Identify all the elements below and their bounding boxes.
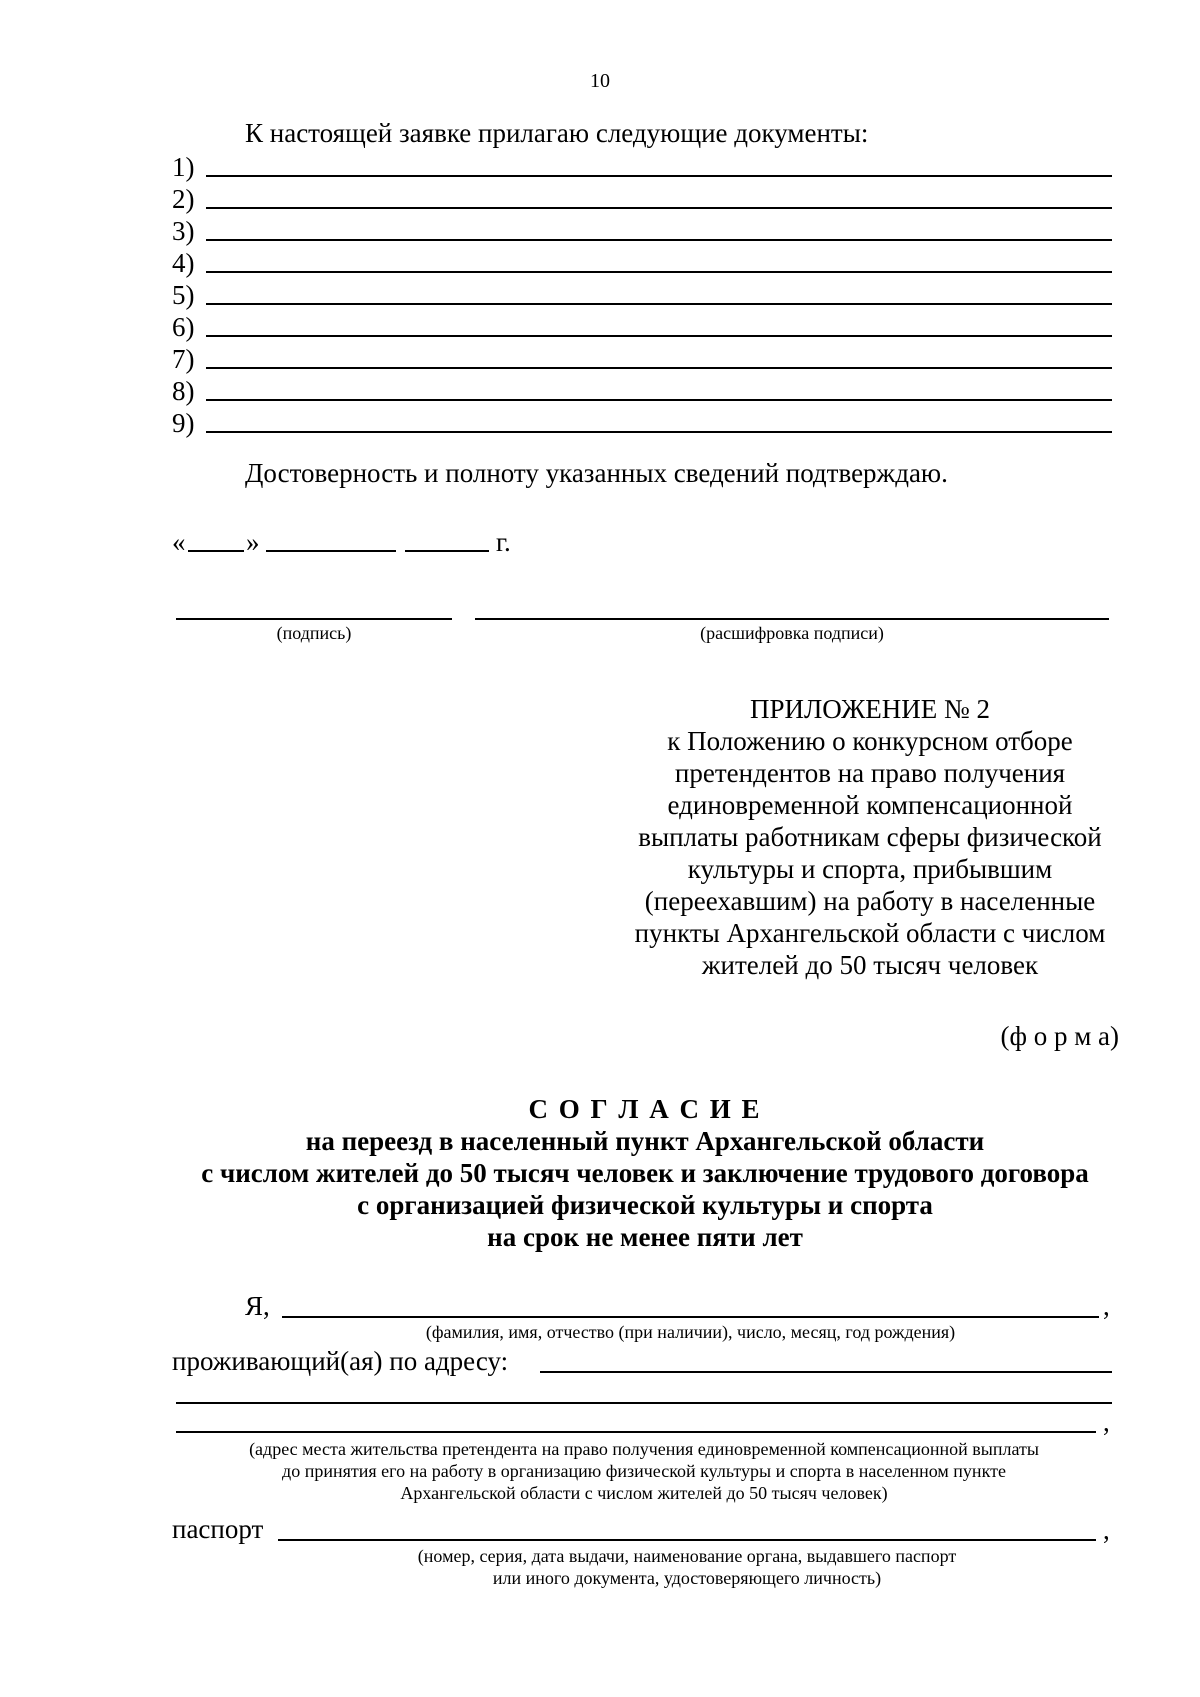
- attachment-item-9-label: 9): [172, 408, 195, 438]
- address-hint-line: Архангельской области с числом жителей до 50 тысяч человек): [400, 1483, 888, 1503]
- attachment-item-3-label: 3): [172, 216, 195, 246]
- form-label: (ф о р м а): [1000, 1021, 1119, 1051]
- passport-hint: [278, 1545, 1096, 1589]
- attachment-item-1-label: 1): [172, 152, 195, 182]
- attachment-item-4-label: 4): [172, 248, 195, 278]
- address-hint-line: (адрес места жительства претендента на право получения единовременной компенсационной выплаты: [249, 1439, 1039, 1459]
- attachment-item-4-field[interactable]: [206, 271, 1112, 273]
- appendix-line: (переехавшим) на работу в населенные: [644, 886, 1096, 916]
- address-field-2[interactable]: [176, 1402, 1112, 1404]
- signature-label: (подпись): [276, 623, 352, 643]
- address-hint-line: до принятия его на работу в организацию физической культуры и спорта в населенном пункте: [282, 1461, 1006, 1481]
- date-day-field[interactable]: [188, 550, 244, 552]
- appendix-line: к Положению о конкурсном отборе: [667, 726, 1073, 756]
- address-field-3[interactable]: [176, 1431, 1096, 1433]
- attachment-item-8-label: 8): [172, 376, 195, 406]
- attachment-item-5-label: 5): [172, 280, 195, 310]
- appendix-title: ПРИЛОЖЕНИЕ № 2: [749, 694, 991, 724]
- attachment-item-5-field[interactable]: [206, 303, 1112, 305]
- passport-hint-line: или иного документа, удостоверяющего личность): [492, 1568, 882, 1588]
- attachments-intro: К настоящей заявке прилагаю следующие документы:: [245, 118, 869, 148]
- consent-title: С О Г Л А С И Е: [528, 1094, 762, 1124]
- appendix-line: претендентов на право получения: [674, 758, 1066, 788]
- date-open-quote: «: [172, 527, 186, 557]
- passport-label: паспорт: [172, 1514, 264, 1544]
- consent-subtitle: [0, 1125, 1200, 1253]
- page-number: 10: [590, 70, 610, 92]
- date-year-suffix: г.: [496, 527, 511, 557]
- passport-field[interactable]: [278, 1539, 1096, 1541]
- appendix-line: единовременной компенсационной: [667, 790, 1073, 820]
- attachment-item-7-label: 7): [172, 344, 195, 374]
- passport-hint-line: (номер, серия, дата выдачи, наименование органа, выдавшего паспорт: [417, 1546, 957, 1566]
- address-hint: [176, 1438, 1112, 1504]
- address-field-1[interactable]: [540, 1371, 1112, 1373]
- signature-field[interactable]: [176, 618, 452, 620]
- appendix-line: пункты Архангельской области с числом: [634, 918, 1106, 948]
- attachment-item-2-field[interactable]: [206, 207, 1112, 209]
- signature-decode-label: (расшифровка подписи): [700, 623, 884, 643]
- appendix-block: [600, 693, 1140, 981]
- attachment-item-1-field[interactable]: [206, 175, 1112, 177]
- full-name-field[interactable]: [282, 1316, 1099, 1318]
- name-comma: ,: [1103, 1291, 1110, 1321]
- attachment-item-3-field[interactable]: [206, 239, 1112, 241]
- attachment-item-9-field[interactable]: [206, 431, 1112, 433]
- date-year-field[interactable]: [405, 550, 489, 552]
- consent-subtitle-line: на переезд в населенный пункт Архангельской области: [305, 1126, 985, 1156]
- attachment-item-2-label: 2): [172, 184, 195, 214]
- attachment-item-8-field[interactable]: [206, 399, 1112, 401]
- appendix-line: культуры и спорта, прибывшим: [687, 854, 1053, 884]
- signature-decode-field[interactable]: [475, 618, 1109, 620]
- attachment-item-6-field[interactable]: [206, 335, 1112, 337]
- consent-subtitle-line: с числом жителей до 50 тысяч человек и заключение трудового договора: [201, 1158, 1089, 1188]
- date-month-field[interactable]: [266, 550, 396, 552]
- attachment-item-7-field[interactable]: [206, 367, 1112, 369]
- appendix-line: выплаты работникам сферы физической: [638, 822, 1102, 852]
- passport-comma: ,: [1103, 1515, 1110, 1545]
- attachment-item-6-label: 6): [172, 312, 195, 342]
- date-close-quote: »: [246, 527, 260, 557]
- address-comma: ,: [1103, 1407, 1110, 1437]
- confirmation-text: Достоверность и полноту указанных сведений подтверждаю.: [245, 458, 948, 488]
- consent-subtitle-line: на срок не менее пяти лет: [487, 1222, 803, 1252]
- address-label: проживающий(ая) по адресу:: [172, 1346, 509, 1376]
- i-label: Я,: [245, 1291, 270, 1321]
- appendix-line: жителей до 50 тысяч человек: [701, 950, 1039, 980]
- consent-subtitle-line: с организацией физической культуры и спорта: [357, 1190, 933, 1220]
- name-hint: (фамилия, имя, отчество (при наличии), число, месяц, год рождения): [425, 1322, 956, 1342]
